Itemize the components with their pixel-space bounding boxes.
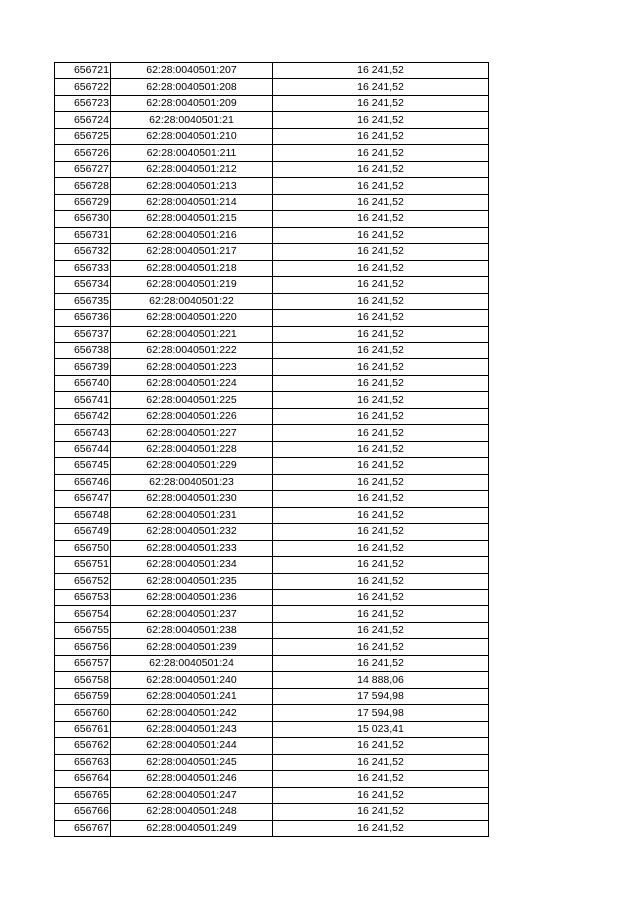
table-row — [55, 425, 489, 441]
row-number-cell: 656745 — [55, 458, 111, 474]
table-row — [55, 606, 489, 622]
value-cell: 16 241,52 — [273, 326, 489, 342]
table-row — [55, 63, 489, 79]
cadastral-number-cell: 62:28:0040501:234 — [111, 557, 273, 573]
row-number-cell: 656734 — [55, 277, 111, 293]
cadastral-number-cell: 62:28:0040501:244 — [111, 738, 273, 754]
table-row — [55, 441, 489, 457]
cadastral-number-cell: 62:28:0040501:231 — [111, 507, 273, 523]
table-row — [55, 95, 489, 111]
row-number-cell: 656738 — [55, 342, 111, 358]
cadastral-number-cell: 62:28:0040501:233 — [111, 540, 273, 556]
table-row — [55, 392, 489, 408]
cadastral-number-cell: 62:28:0040501:211 — [111, 145, 273, 161]
value-cell: 16 241,52 — [273, 342, 489, 358]
table-row — [55, 590, 489, 606]
value-cell: 16 241,52 — [273, 211, 489, 227]
table-row — [55, 540, 489, 556]
row-number-cell: 656756 — [55, 639, 111, 655]
value-cell: 16 241,52 — [273, 277, 489, 293]
cadastral-number-cell: 62:28:0040501:241 — [111, 688, 273, 704]
cadastral-number-cell: 62:28:0040501:210 — [111, 128, 273, 144]
cadastral-number-cell: 62:28:0040501:21 — [111, 112, 273, 128]
table-row — [55, 112, 489, 128]
row-number-cell: 656744 — [55, 441, 111, 457]
table-row — [55, 655, 489, 671]
row-number-cell: 656721 — [55, 63, 111, 79]
row-number-cell: 656740 — [55, 375, 111, 391]
row-number-cell: 656751 — [55, 557, 111, 573]
table-row — [55, 754, 489, 770]
row-number-cell: 656763 — [55, 754, 111, 770]
row-number-cell: 656761 — [55, 721, 111, 737]
row-number-cell: 656733 — [55, 260, 111, 276]
value-cell: 16 241,52 — [273, 425, 489, 441]
value-cell: 15 023,41 — [273, 721, 489, 737]
table-row — [55, 474, 489, 490]
table-row — [55, 458, 489, 474]
value-cell: 16 241,52 — [273, 590, 489, 606]
value-cell: 17 594,98 — [273, 688, 489, 704]
cadastral-number-cell: 62:28:0040501:209 — [111, 95, 273, 111]
row-number-cell: 656762 — [55, 738, 111, 754]
cadastral-number-cell: 62:28:0040501:228 — [111, 441, 273, 457]
cadastral-number-cell: 62:28:0040501:230 — [111, 491, 273, 507]
value-cell: 16 241,52 — [273, 63, 489, 79]
value-cell: 16 241,52 — [273, 194, 489, 210]
cadastral-number-cell: 62:28:0040501:232 — [111, 524, 273, 540]
row-number-cell: 656729 — [55, 194, 111, 210]
row-number-cell: 656726 — [55, 145, 111, 161]
row-number-cell: 656767 — [55, 820, 111, 836]
cadastral-number-cell: 62:28:0040501:236 — [111, 590, 273, 606]
cadastral-number-cell: 62:28:0040501:213 — [111, 178, 273, 194]
value-cell: 14 888,06 — [273, 672, 489, 688]
value-cell: 16 241,52 — [273, 178, 489, 194]
row-number-cell: 656750 — [55, 540, 111, 556]
table-row — [55, 244, 489, 260]
cadastral-number-cell: 62:28:0040501:224 — [111, 375, 273, 391]
row-number-cell: 656722 — [55, 79, 111, 95]
row-number-cell: 656736 — [55, 310, 111, 326]
table-row — [55, 227, 489, 243]
cadastral-number-cell: 62:28:0040501:222 — [111, 342, 273, 358]
row-number-cell: 656746 — [55, 474, 111, 490]
table-row — [55, 557, 489, 573]
row-number-cell: 656725 — [55, 128, 111, 144]
value-cell: 16 241,52 — [273, 161, 489, 177]
table-row — [55, 211, 489, 227]
table-row — [55, 293, 489, 309]
cadastral-number-cell: 62:28:0040501:239 — [111, 639, 273, 655]
row-number-cell: 656731 — [55, 227, 111, 243]
cadastral-number-cell: 62:28:0040501:218 — [111, 260, 273, 276]
row-number-cell: 656752 — [55, 573, 111, 589]
value-cell: 16 241,52 — [273, 145, 489, 161]
value-cell: 16 241,52 — [273, 738, 489, 754]
value-cell: 16 241,52 — [273, 787, 489, 803]
value-cell: 16 241,52 — [273, 293, 489, 309]
value-cell: 16 241,52 — [273, 441, 489, 457]
row-number-cell: 656735 — [55, 293, 111, 309]
cadastral-number-cell: 62:28:0040501:243 — [111, 721, 273, 737]
cadastral-number-cell: 62:28:0040501:247 — [111, 787, 273, 803]
value-cell: 16 241,52 — [273, 754, 489, 770]
table-row — [55, 705, 489, 721]
cadastral-number-cell: 62:28:0040501:212 — [111, 161, 273, 177]
cadastral-number-cell: 62:28:0040501:248 — [111, 804, 273, 820]
cadastral-number-cell: 62:28:0040501:207 — [111, 63, 273, 79]
row-number-cell: 656765 — [55, 787, 111, 803]
table-row — [55, 128, 489, 144]
table-row — [55, 178, 489, 194]
cadastral-number-cell: 62:28:0040501:216 — [111, 227, 273, 243]
table-row — [55, 787, 489, 803]
row-number-cell: 656754 — [55, 606, 111, 622]
cadastral-number-cell: 62:28:0040501:24 — [111, 655, 273, 671]
data-table — [54, 62, 489, 837]
value-cell: 16 241,52 — [273, 310, 489, 326]
value-cell: 16 241,52 — [273, 540, 489, 556]
cadastral-number-cell: 62:28:0040501:208 — [111, 79, 273, 95]
cadastral-number-cell: 62:28:0040501:235 — [111, 573, 273, 589]
value-cell: 16 241,52 — [273, 359, 489, 375]
cadastral-number-cell: 62:28:0040501:221 — [111, 326, 273, 342]
cadastral-number-cell: 62:28:0040501:240 — [111, 672, 273, 688]
cadastral-number-cell: 62:28:0040501:229 — [111, 458, 273, 474]
value-cell: 16 241,52 — [273, 112, 489, 128]
cadastral-number-cell: 62:28:0040501:242 — [111, 705, 273, 721]
row-number-cell: 656766 — [55, 804, 111, 820]
cadastral-number-cell: 62:28:0040501:225 — [111, 392, 273, 408]
cadastral-number-cell: 62:28:0040501:217 — [111, 244, 273, 260]
row-number-cell: 656737 — [55, 326, 111, 342]
value-cell: 16 241,52 — [273, 260, 489, 276]
cadastral-number-cell: 62:28:0040501:23 — [111, 474, 273, 490]
value-cell: 17 594,98 — [273, 705, 489, 721]
row-number-cell: 656749 — [55, 524, 111, 540]
table-row — [55, 507, 489, 523]
table-row — [55, 79, 489, 95]
value-cell: 16 241,52 — [273, 804, 489, 820]
value-cell: 16 241,52 — [273, 820, 489, 836]
value-cell: 16 241,52 — [273, 622, 489, 638]
value-cell: 16 241,52 — [273, 375, 489, 391]
table-row — [55, 771, 489, 787]
value-cell: 16 241,52 — [273, 507, 489, 523]
value-cell: 16 241,52 — [273, 606, 489, 622]
row-number-cell: 656742 — [55, 408, 111, 424]
table-row — [55, 672, 489, 688]
table-row — [55, 359, 489, 375]
value-cell: 16 241,52 — [273, 639, 489, 655]
row-number-cell: 656759 — [55, 688, 111, 704]
table-row — [55, 375, 489, 391]
table-row — [55, 408, 489, 424]
table-row — [55, 161, 489, 177]
value-cell: 16 241,52 — [273, 128, 489, 144]
table-row — [55, 721, 489, 737]
value-cell: 16 241,52 — [273, 392, 489, 408]
row-number-cell: 656747 — [55, 491, 111, 507]
table-row — [55, 310, 489, 326]
table-row — [55, 622, 489, 638]
row-number-cell: 656727 — [55, 161, 111, 177]
table-row — [55, 342, 489, 358]
value-cell: 16 241,52 — [273, 771, 489, 787]
value-cell: 16 241,52 — [273, 458, 489, 474]
table-row — [55, 260, 489, 276]
row-number-cell: 656730 — [55, 211, 111, 227]
value-cell: 16 241,52 — [273, 557, 489, 573]
table-row — [55, 688, 489, 704]
table-row — [55, 145, 489, 161]
cadastral-number-cell: 62:28:0040501:246 — [111, 771, 273, 787]
row-number-cell: 656732 — [55, 244, 111, 260]
cadastral-number-cell: 62:28:0040501:238 — [111, 622, 273, 638]
table-row — [55, 639, 489, 655]
table-row — [55, 277, 489, 293]
row-number-cell: 656758 — [55, 672, 111, 688]
row-number-cell: 656755 — [55, 622, 111, 638]
row-number-cell: 656724 — [55, 112, 111, 128]
cadastral-number-cell: 62:28:0040501:219 — [111, 277, 273, 293]
row-number-cell: 656757 — [55, 655, 111, 671]
table-row — [55, 573, 489, 589]
row-number-cell: 656741 — [55, 392, 111, 408]
value-cell: 16 241,52 — [273, 408, 489, 424]
cadastral-number-cell: 62:28:0040501:249 — [111, 820, 273, 836]
value-cell: 16 241,52 — [273, 227, 489, 243]
cadastral-number-cell: 62:28:0040501:22 — [111, 293, 273, 309]
value-cell: 16 241,52 — [273, 655, 489, 671]
value-cell: 16 241,52 — [273, 474, 489, 490]
cadastral-number-cell: 62:28:0040501:227 — [111, 425, 273, 441]
table-row — [55, 491, 489, 507]
value-cell: 16 241,52 — [273, 573, 489, 589]
value-cell: 16 241,52 — [273, 79, 489, 95]
row-number-cell: 656764 — [55, 771, 111, 787]
table-row — [55, 804, 489, 820]
table-body — [55, 63, 489, 837]
row-number-cell: 656748 — [55, 507, 111, 523]
value-cell: 16 241,52 — [273, 524, 489, 540]
cadastral-number-cell: 62:28:0040501:220 — [111, 310, 273, 326]
cadastral-number-cell: 62:28:0040501:214 — [111, 194, 273, 210]
cadastral-number-cell: 62:28:0040501:226 — [111, 408, 273, 424]
table-row — [55, 820, 489, 836]
table-row — [55, 326, 489, 342]
row-number-cell: 656739 — [55, 359, 111, 375]
table-row — [55, 738, 489, 754]
value-cell: 16 241,52 — [273, 491, 489, 507]
row-number-cell: 656753 — [55, 590, 111, 606]
row-number-cell: 656743 — [55, 425, 111, 441]
row-number-cell: 656760 — [55, 705, 111, 721]
row-number-cell: 656728 — [55, 178, 111, 194]
value-cell: 16 241,52 — [273, 244, 489, 260]
cadastral-number-cell: 62:28:0040501:223 — [111, 359, 273, 375]
cadastral-number-cell: 62:28:0040501:237 — [111, 606, 273, 622]
value-cell: 16 241,52 — [273, 95, 489, 111]
cadastral-number-cell: 62:28:0040501:215 — [111, 211, 273, 227]
table-row — [55, 524, 489, 540]
row-number-cell: 656723 — [55, 95, 111, 111]
table-row — [55, 194, 489, 210]
cadastral-number-cell: 62:28:0040501:245 — [111, 754, 273, 770]
